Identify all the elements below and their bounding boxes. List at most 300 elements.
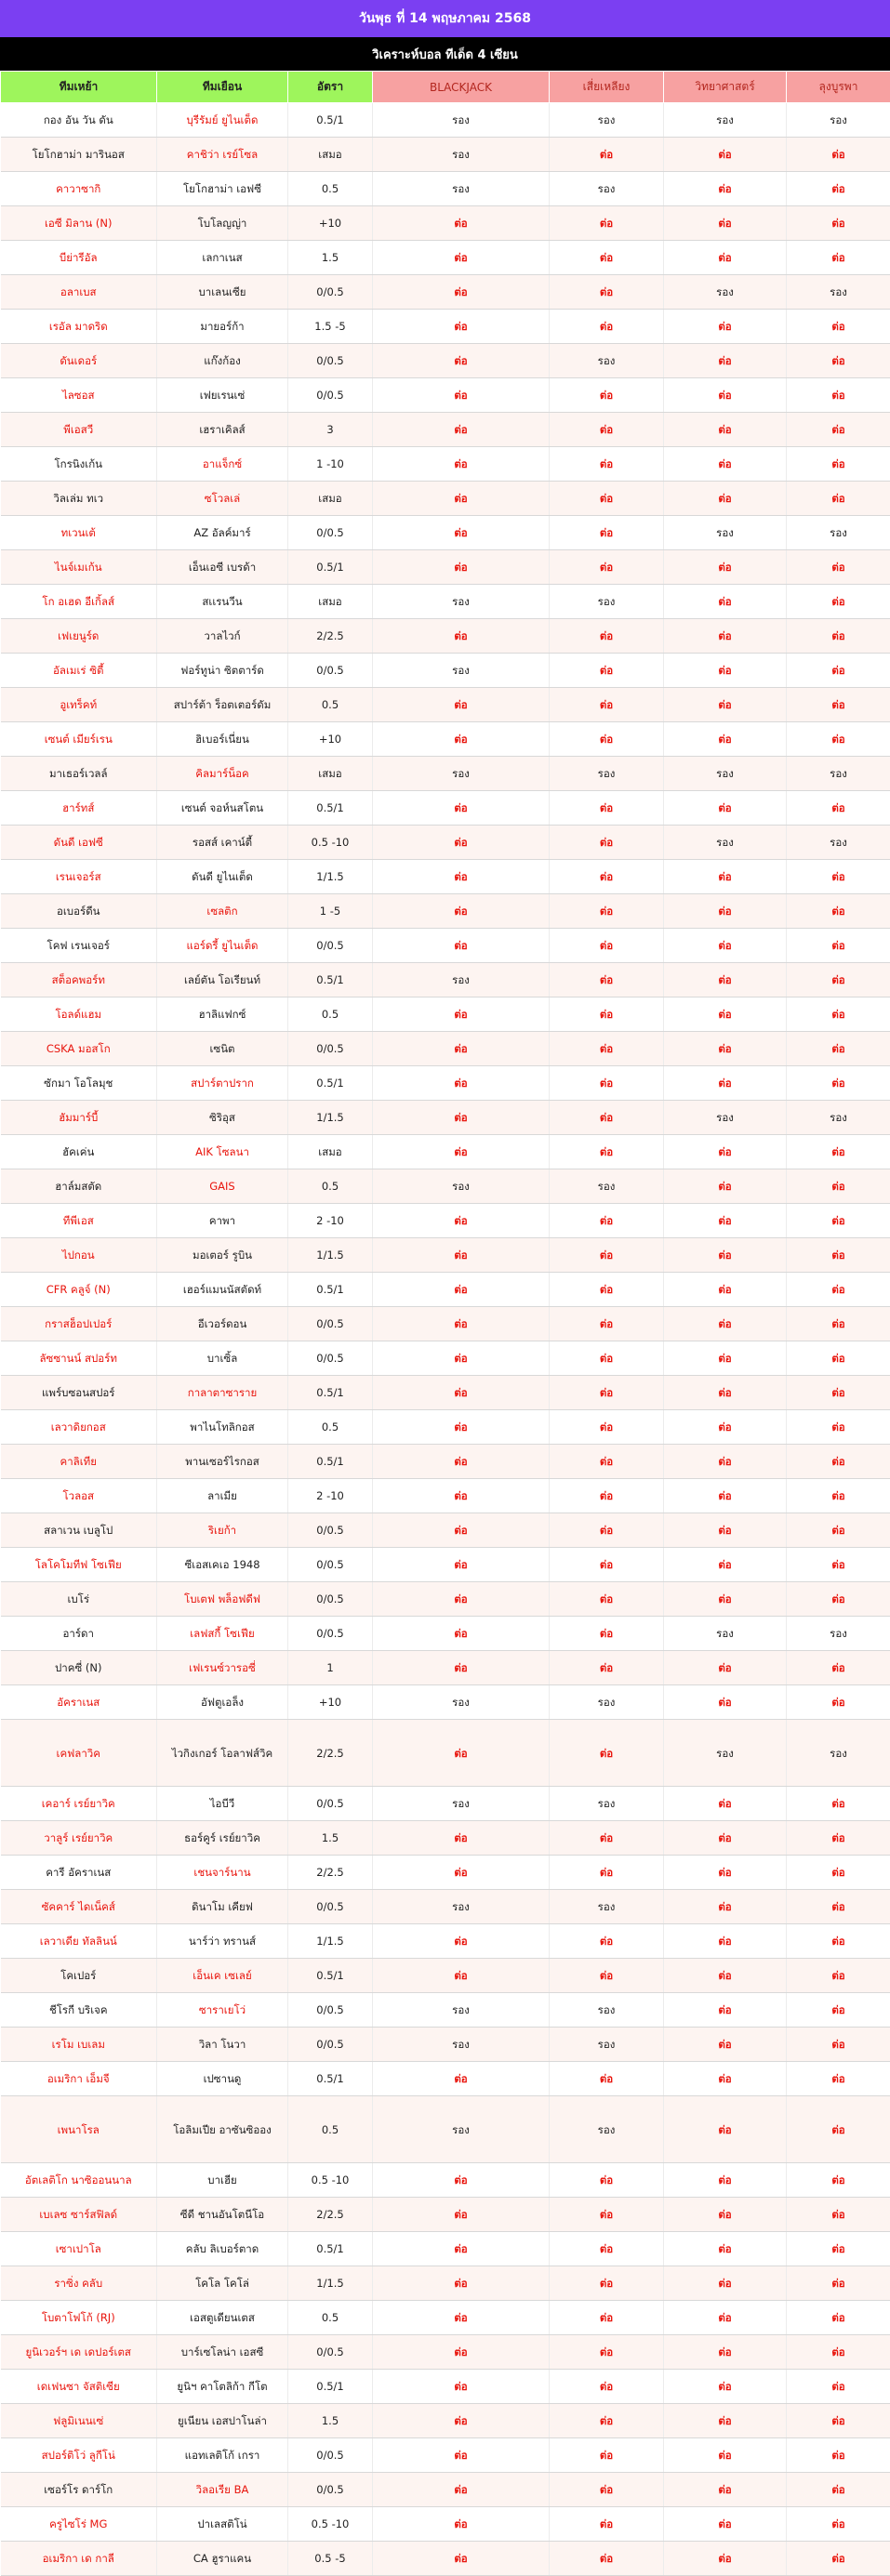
siaoliang-pick: ต่อ [550,413,664,447]
blackjack-pick: รอง [373,172,550,206]
science-pick: ต่อ [664,310,787,344]
odds-cell: 1/1.5 [288,1924,373,1959]
table-row [1,1617,890,1651]
science-pick: ต่อ [664,378,787,413]
home-team-cell: เคฟลาวิค [1,1720,157,1787]
lungboorapa-pick: ต่อ [787,1651,890,1685]
blackjack-pick: ต่อ [373,1307,550,1341]
odds-cell: 0/0.5 [288,275,373,310]
lungboorapa-pick: ต่อ [787,2096,890,2163]
home-team-cell: ฮัคเค่น [1,1135,157,1169]
table-header-row [1,72,890,103]
lungboorapa-pick: ต่อ [787,2232,890,2266]
table-row [1,1856,890,1890]
science-pick: รอง [664,1617,787,1651]
away-team-cell: เฟเรนซ์วารอซี่ [157,1651,288,1685]
home-team-cell: ฮาร์ทส์ [1,791,157,826]
odds-cell: 0.5 -10 [288,2507,373,2542]
home-team-cell: อาร์ดา [1,1617,157,1651]
home-team-cell: อเมริกา เด กาลี [1,2542,157,2576]
blackjack-pick: รอง [373,1169,550,1204]
home-team-cell: ซัคคาร์ ไดเน็คส์ [1,1890,157,1924]
table-row [1,1821,890,1856]
table-row [1,1890,890,1924]
table-row [1,1651,890,1685]
home-team-cell: ทเวนเต้ [1,516,157,550]
table-row [1,1924,890,1959]
odds-cell: 2 -10 [288,1479,373,1513]
blackjack-pick: รอง [373,1685,550,1720]
table-row [1,241,890,275]
lungboorapa-pick: ต่อ [787,2438,890,2473]
blackjack-pick: ต่อ [373,1720,550,1787]
away-team-cell: วิลา โนวา [157,2028,288,2062]
lungboorapa-pick: ต่อ [787,1376,890,1410]
table-row [1,1341,890,1376]
science-pick: ต่อ [664,1582,787,1617]
lungboorapa-pick: ต่อ [787,1513,890,1548]
away-team-cell: บาเลนเซีย [157,275,288,310]
siaoliang-pick: ต่อ [550,516,664,550]
home-team-cell: อูเทร็คท์ [1,688,157,722]
home-team-cell: ฮัมมาร์บี้ [1,1101,157,1135]
blackjack-pick: ต่อ [373,929,550,963]
science-pick: ต่อ [664,482,787,516]
table-row [1,2301,890,2335]
col-header-odds: อัตรา [288,72,373,103]
blackjack-pick: ต่อ [373,1548,550,1582]
siaoliang-pick: รอง [550,2096,664,2163]
siaoliang-pick: ต่อ [550,1856,664,1890]
odds-cell: 0.5/1 [288,1959,373,1993]
lungboorapa-pick: ต่อ [787,1924,890,1959]
siaoliang-pick: ต่อ [550,2163,664,2198]
odds-cell: 1 -5 [288,894,373,929]
science-pick: ต่อ [664,447,787,482]
away-team-cell: อาแจ็กซ์ [157,447,288,482]
odds-cell: 0/0.5 [288,378,373,413]
lungboorapa-pick: ต่อ [787,929,890,963]
odds-cell: 0.5 [288,2096,373,2163]
science-pick: ต่อ [664,1787,787,1821]
table-row [1,2542,890,2576]
home-team-cell: เรนเจอร์ส [1,860,157,894]
away-team-cell: สปาร์ตาปราก [157,1066,288,1101]
table-row [1,929,890,963]
lungboorapa-pick: ต่อ [787,1445,890,1479]
odds-cell: 2/2.5 [288,2198,373,2232]
blackjack-pick: ต่อ [373,413,550,447]
siaoliang-pick: ต่อ [550,241,664,275]
table-row [1,550,890,585]
science-pick: รอง [664,1720,787,1787]
science-pick: ต่อ [664,1204,787,1238]
home-team-cell: คาลิเทีย [1,1445,157,1479]
blackjack-pick: ต่อ [373,516,550,550]
home-team-cell: พีเอสวี [1,413,157,447]
home-team-cell: โวลอส [1,1479,157,1513]
away-team-cell: โบโลญญ่า [157,206,288,241]
siaoliang-pick: ต่อ [550,654,664,688]
siaoliang-pick: ต่อ [550,550,664,585]
lungboorapa-pick: ต่อ [787,1066,890,1101]
table-row [1,2438,890,2473]
science-pick: ต่อ [664,894,787,929]
science-pick: ต่อ [664,654,787,688]
lungboorapa-pick: ต่อ [787,1685,890,1720]
odds-cell: 0/0.5 [288,1032,373,1066]
odds-cell: 0.5/1 [288,2062,373,2096]
lungboorapa-pick: ต่อ [787,2473,890,2507]
away-team-cell: เฮอร์แมนนัสตัดท์ [157,1273,288,1307]
lungboorapa-pick: ต่อ [787,860,890,894]
away-team-cell: เฮราเคิลส์ [157,413,288,447]
odds-cell: 0/0.5 [288,1548,373,1582]
blackjack-pick: รอง [373,1787,550,1821]
table-row [1,2507,890,2542]
away-team-cell: โอลิมเปีย อาซันซิออง [157,2096,288,2163]
away-team-cell: ดินาโม เคียฟ [157,1890,288,1924]
science-pick: ต่อ [664,791,787,826]
siaoliang-pick: ต่อ [550,1959,664,1993]
home-team-cell: เคอาร์ เรย์ยาวิค [1,1787,157,1821]
away-team-cell: พาไนโทลิกอส [157,1410,288,1445]
siaoliang-pick: ต่อ [550,1066,664,1101]
blackjack-pick: ต่อ [373,206,550,241]
odds-cell: 0.5 -10 [288,826,373,860]
blackjack-pick: ต่อ [373,2404,550,2438]
odds-cell: 0.5 [288,1410,373,1445]
siaoliang-pick: ต่อ [550,2198,664,2232]
siaoliang-pick: ต่อ [550,1479,664,1513]
lungboorapa-pick: ต่อ [787,1410,890,1445]
siaoliang-pick: ต่อ [550,1548,664,1582]
odds-cell: 0/0.5 [288,654,373,688]
odds-cell: 0/0.5 [288,2335,373,2370]
science-pick: ต่อ [664,413,787,447]
siaoliang-pick: รอง [550,1890,664,1924]
odds-cell: เสมอ [288,1135,373,1169]
siaoliang-pick: ต่อ [550,1032,664,1066]
table-row [1,275,890,310]
blackjack-pick: ต่อ [373,482,550,516]
odds-cell: 1.5 [288,241,373,275]
blackjack-pick: ต่อ [373,1445,550,1479]
away-team-cell: สปาร์ต้า ร็อตเตอร์ดัม [157,688,288,722]
odds-cell: 0/0.5 [288,344,373,378]
blackjack-pick: รอง [373,963,550,997]
away-team-cell: ยูเนียน เอสปาโนล่า [157,2404,288,2438]
home-team-cell: เลวาเดีย ทัลลินน์ [1,1924,157,1959]
home-team-cell: วิลเล่ม ทเว [1,482,157,516]
lungboorapa-pick: ต่อ [787,1993,890,2028]
home-team-cell: กราสฮ็อปเปอร์ [1,1307,157,1341]
blackjack-pick: ต่อ [373,1856,550,1890]
siaoliang-pick: ต่อ [550,1445,664,1479]
blackjack-pick: ต่อ [373,2335,550,2370]
blackjack-pick: รอง [373,2096,550,2163]
home-team-cell: เฟเยนูร์ด [1,619,157,654]
blackjack-pick: ต่อ [373,2473,550,2507]
blackjack-pick: ต่อ [373,2198,550,2232]
table-row [1,1376,890,1410]
siaoliang-pick: ต่อ [550,310,664,344]
blackjack-pick: ต่อ [373,791,550,826]
lungboorapa-pick: ต่อ [787,688,890,722]
siaoliang-pick: ต่อ [550,1410,664,1445]
siaoliang-pick: รอง [550,103,664,138]
odds-cell: 0.5 -5 [288,2542,373,2576]
science-pick: ต่อ [664,1376,787,1410]
lungboorapa-pick: ต่อ [787,2507,890,2542]
science-pick: ต่อ [664,206,787,241]
odds-cell: 0/0.5 [288,2473,373,2507]
lungboorapa-pick: ต่อ [787,2163,890,2198]
table-row [1,1445,890,1479]
siaoliang-pick: ต่อ [550,619,664,654]
table-row [1,722,890,757]
odds-cell: 2 -10 [288,1204,373,1238]
blackjack-pick: ต่อ [373,688,550,722]
table-row [1,1548,890,1582]
odds-cell: 0.5 [288,172,373,206]
away-team-cell: ไอบีวี [157,1787,288,1821]
home-team-cell: สลาเวน เบลูโป [1,1513,157,1548]
home-team-cell: ไปกอน [1,1238,157,1273]
odds-cell: 2/2.5 [288,619,373,654]
science-pick: ต่อ [664,550,787,585]
blackjack-pick: ต่อ [373,2507,550,2542]
siaoliang-pick: รอง [550,1787,664,1821]
lungboorapa-pick: ต่อ [787,1238,890,1273]
table-row [1,1720,890,1787]
science-pick: ต่อ [664,241,787,275]
away-team-cell: ฟอร์ทูน่า ซิตตาร์ด [157,654,288,688]
lungboorapa-pick: ต่อ [787,791,890,826]
siaoliang-pick: ต่อ [550,1924,664,1959]
away-team-cell: GAIS [157,1169,288,1204]
lungboorapa-pick: ต่อ [787,206,890,241]
home-team-cell: ฮาล์มสตัด [1,1169,157,1204]
col-header-home: ทีมเหย้า [1,72,157,103]
odds-cell: 0/0.5 [288,1341,373,1376]
away-team-cell: คลับ ลิเบอร์ตาด [157,2232,288,2266]
lungboorapa-pick: ต่อ [787,344,890,378]
table-row [1,2062,890,2096]
home-team-cell: มาเธอร์เวลล์ [1,757,157,791]
blackjack-pick: ต่อ [373,1066,550,1101]
col-header-away: ทีมเยือน [157,72,288,103]
blackjack-pick: ต่อ [373,1341,550,1376]
siaoliang-pick: ต่อ [550,2542,664,2576]
siaoliang-pick: ต่อ [550,2266,664,2301]
odds-cell: 0.5 -10 [288,2163,373,2198]
home-team-cell: โยโกฮาม่า มารินอส [1,138,157,172]
away-team-cell: ธอร์คูร์ เรย์ยาวิค [157,1821,288,1856]
away-team-cell: CA ฮูราแคน [157,2542,288,2576]
col-header-siaoliang: เสี่ยเหลียง [550,72,664,103]
science-pick: ต่อ [664,1685,787,1720]
blackjack-pick: ต่อ [373,1238,550,1273]
table-row [1,2096,890,2163]
lungboorapa-pick: ต่อ [787,894,890,929]
away-team-cell: เลฟสกี้ โซเฟีย [157,1617,288,1651]
home-team-cell: ยูนิเวอร์ฯ เด เดปอร์เตส [1,2335,157,2370]
away-team-cell: เซลติก [157,894,288,929]
siaoliang-pick: ต่อ [550,2335,664,2370]
science-pick: ต่อ [664,1410,787,1445]
blackjack-pick: ต่อ [373,826,550,860]
science-pick: รอง [664,757,787,791]
away-team-cell: เซนต์ จอห์นสโตน [157,791,288,826]
table-body [1,103,890,2576]
home-team-cell: ฟลูมิเนนเซ่ [1,2404,157,2438]
science-pick: ต่อ [664,2028,787,2062]
away-team-cell: คาชิว่า เรย์โซล [157,138,288,172]
away-team-cell: บาเฮีย [157,2163,288,2198]
odds-cell: 0.5 [288,997,373,1032]
home-team-cell: เรอัล มาดริด [1,310,157,344]
table-row [1,310,890,344]
table-row [1,138,890,172]
blackjack-pick: ต่อ [373,2370,550,2404]
siaoliang-pick: ต่อ [550,1273,664,1307]
table-row [1,2266,890,2301]
lungboorapa-pick: ต่อ [787,2301,890,2335]
science-pick: ต่อ [664,1959,787,1993]
away-team-cell: คาพา [157,1204,288,1238]
away-team-cell: ยูนิฯ คาโตลิก้า กีโต [157,2370,288,2404]
siaoliang-pick: ต่อ [550,1651,664,1685]
science-pick: รอง [664,1101,787,1135]
home-team-cell: อัตเลติโก นาซิออนนาล [1,2163,157,2198]
table-row [1,688,890,722]
odds-cell: 0.5/1 [288,550,373,585]
away-team-cell: เซนิต [157,1032,288,1066]
siaoliang-pick: ต่อ [550,997,664,1032]
blackjack-pick: ต่อ [373,1273,550,1307]
table-row [1,963,890,997]
away-team-cell: แอทเลติโก้ เกรา [157,2438,288,2473]
odds-cell: 1/1.5 [288,860,373,894]
lungboorapa-pick: ต่อ [787,1479,890,1513]
science-pick: ต่อ [664,172,787,206]
away-team-cell: ริเยก้า [157,1513,288,1548]
date-header [0,0,890,37]
home-team-cell: ดันดี เอฟซี [1,826,157,860]
science-pick: ต่อ [664,1445,787,1479]
table-row [1,997,890,1032]
odds-cell: 0/0.5 [288,1307,373,1341]
table-row [1,482,890,516]
away-team-cell: วาลไวก์ [157,619,288,654]
siaoliang-pick: ต่อ [550,1204,664,1238]
home-team-cell: เบเลซ ซาร์สฟิลด์ [1,2198,157,2232]
blackjack-pick: ต่อ [373,894,550,929]
lungboorapa-pick: ต่อ [787,2062,890,2096]
table-row [1,1204,890,1238]
siaoliang-pick: ต่อ [550,138,664,172]
siaoliang-pick: ต่อ [550,929,664,963]
away-team-cell: เลกาเนส [157,241,288,275]
odds-cell: 0.5/1 [288,1273,373,1307]
away-team-cell: เอ็นเอซี เบรด้า [157,550,288,585]
odds-cell: 0.5 [288,1169,373,1204]
away-team-cell: ซโวลเล่ [157,482,288,516]
lungboorapa-pick: รอง [787,826,890,860]
lungboorapa-pick: ต่อ [787,2028,890,2062]
siaoliang-pick: ต่อ [550,2438,664,2473]
lungboorapa-pick: ต่อ [787,585,890,619]
blackjack-pick: ต่อ [373,447,550,482]
blackjack-pick: ต่อ [373,1032,550,1066]
siaoliang-pick: ต่อ [550,860,664,894]
home-team-cell: สต็อคพอร์ท [1,963,157,997]
lungboorapa-pick: ต่อ [787,2266,890,2301]
table-row [1,791,890,826]
table-row [1,1685,890,1720]
table-row [1,2232,890,2266]
siaoliang-pick: ต่อ [550,1238,664,1273]
home-team-cell: อลาเบส [1,275,157,310]
science-pick: ต่อ [664,585,787,619]
siaoliang-pick: ต่อ [550,1582,664,1617]
science-pick: ต่อ [664,2266,787,2301]
lungboorapa-pick: ต่อ [787,2404,890,2438]
blackjack-pick: ต่อ [373,1582,550,1617]
lungboorapa-pick: ต่อ [787,2370,890,2404]
lungboorapa-pick: ต่อ [787,619,890,654]
odds-table [0,71,890,2576]
siaoliang-pick: รอง [550,172,664,206]
odds-cell: 0/0.5 [288,1890,373,1924]
away-team-cell: ซีเอสเคเอ 1948 [157,1548,288,1582]
science-pick: ต่อ [664,997,787,1032]
science-pick: ต่อ [664,2473,787,2507]
away-team-cell: โบเตฟ พล็อฟดีฟ [157,1582,288,1617]
siaoliang-pick: ต่อ [550,826,664,860]
siaoliang-pick: ต่อ [550,894,664,929]
blackjack-pick: ต่อ [373,1959,550,1993]
odds-cell: 3 [288,413,373,447]
away-team-cell: เอสตูเดียนเตส [157,2301,288,2335]
siaoliang-pick: ต่อ [550,2473,664,2507]
science-pick: รอง [664,826,787,860]
home-team-cell: โบตาโฟโก้ (RJ) [1,2301,157,2335]
home-team-cell: อเบอร์ดีน [1,894,157,929]
table-row [1,2198,890,2232]
blackjack-pick: รอง [373,2028,550,2062]
table-row [1,2028,890,2062]
odds-cell: 0.5/1 [288,1066,373,1101]
blackjack-pick: รอง [373,1890,550,1924]
odds-cell: +10 [288,722,373,757]
odds-cell: +10 [288,1685,373,1720]
odds-cell: 2/2.5 [288,1856,373,1890]
science-pick: ต่อ [664,344,787,378]
science-pick: ต่อ [664,1924,787,1959]
odds-cell: 0.5/1 [288,791,373,826]
blackjack-pick: ต่อ [373,1410,550,1445]
away-team-cell: โคโล โคโล่ [157,2266,288,2301]
science-pick: ต่อ [664,2404,787,2438]
science-pick: ต่อ [664,619,787,654]
home-team-cell: แพร์บซอนสปอร์ [1,1376,157,1410]
science-pick: ต่อ [664,1856,787,1890]
lungboorapa-pick: รอง [787,1101,890,1135]
table-row [1,1410,890,1445]
science-pick: ต่อ [664,1307,787,1341]
